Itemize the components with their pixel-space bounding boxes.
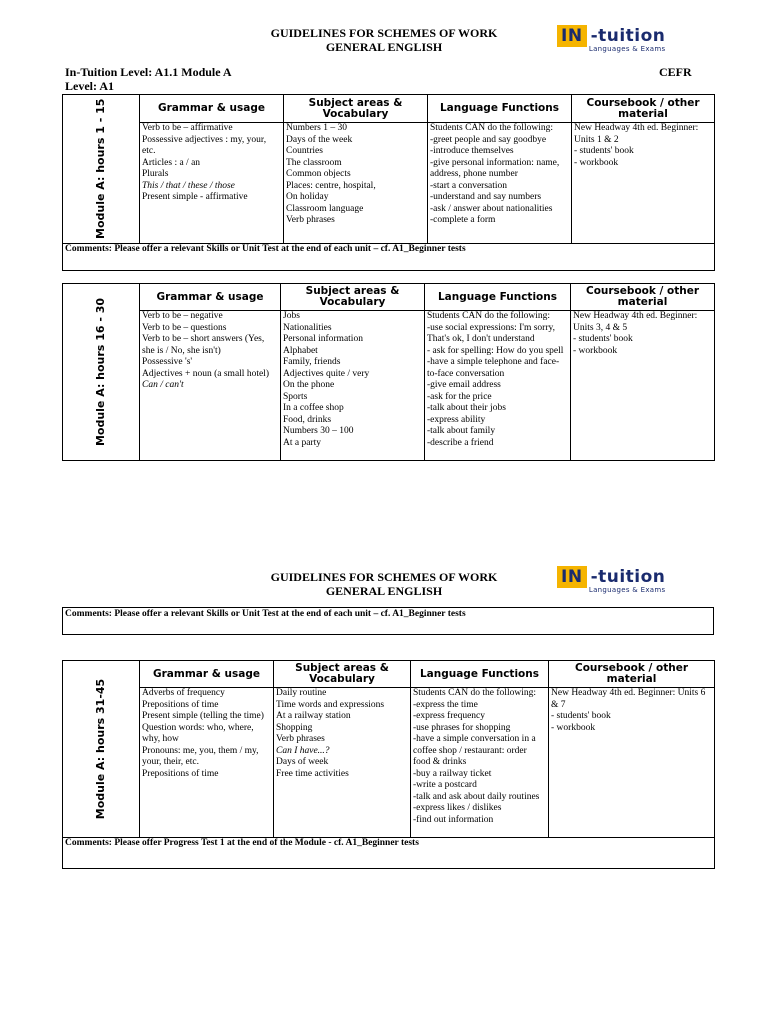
grammar-item: Verb to be – negative: [142, 311, 223, 321]
coursebook-item: New Headway 4th ed. Beginner: Units 1 & 2: [574, 123, 699, 145]
logo-subtitle: Languages & Exams: [588, 45, 666, 53]
subject-header: Subject areas & Vocabulary: [281, 284, 425, 311]
in-tuition-logo: [557, 25, 665, 53]
functions-header: Language Functions: [411, 661, 549, 688]
coursebook-cell: [572, 123, 715, 244]
subject-item: Nationalities: [283, 322, 332, 333]
functions-header: Language Functions: [425, 284, 571, 311]
subject-item: Numbers 1 – 30: [286, 123, 347, 133]
subject-item: On holiday: [286, 192, 329, 202]
comments-row: Comments: Please offer Progress Test 1 at the end of the Module - cf. A1_Beginner tests: [63, 838, 715, 869]
grammar-item: Present simple - affirmative: [142, 192, 248, 202]
function-item: - ask for spelling: How do you spell: [427, 345, 564, 356]
coursebook-item: - workbook: [574, 157, 619, 168]
coursebook-item: New Headway 4th ed. Beginner: Units 3, 4 & 5: [573, 311, 698, 333]
coursebook-item: - students' book: [573, 334, 633, 344]
function-item: -express ability: [427, 414, 486, 425]
coursebook-cell: [571, 311, 715, 461]
subject-item: Personal information: [283, 334, 363, 344]
in-tuition-logo: [557, 566, 665, 594]
subject-item: Places: centre, hospital,: [286, 180, 376, 191]
subject-item: Adjectives quite / very: [283, 368, 370, 379]
subject-item: At a party: [283, 437, 321, 448]
function-item: -talk and ask about daily routines: [413, 791, 540, 802]
coursebook-item: New Headway 4th ed. Beginner: Units 6 & 7: [551, 688, 706, 710]
function-item: -express likes / dislikes: [413, 803, 502, 813]
logo-in-text: IN: [557, 566, 587, 588]
level-heading: In-Tuition Level: A1.1 Module A: [65, 65, 232, 79]
grammar-item: Adverbs of frequency: [142, 688, 225, 698]
functions-header: Language Functions: [428, 95, 572, 123]
coursebook-item: - workbook: [551, 722, 596, 733]
module-side-label: Module A: hours 31-45: [63, 661, 140, 838]
function-item: -use social expressions: I'm sorry, That's ok, I don't understand: [427, 322, 555, 344]
function-item: -give personal information: name, address, phone number: [430, 157, 560, 179]
subject-item: In a coffee shop: [283, 403, 344, 413]
grammar-item: This / that / these / those: [142, 180, 235, 191]
coursebook-header: Coursebook / other material: [549, 661, 715, 688]
doc-title: GUIDELINES FOR SCHEMES OF WORK: [270, 26, 498, 40]
function-item: -ask for the price: [427, 391, 492, 402]
logo-tuition-text: -tuition: [590, 567, 666, 587]
coursebook-cell: [549, 688, 715, 838]
subject-item: Family, friends: [283, 357, 341, 367]
coursebook-item: - students' book: [551, 711, 611, 721]
logo-subtitle: Languages & Exams: [588, 586, 666, 594]
function-item: -buy a railway ticket: [413, 768, 492, 779]
function-item: -write a postcard: [413, 780, 477, 790]
grammar-header: Grammar & usage: [140, 661, 274, 688]
functions-cell: [411, 688, 549, 838]
function-item: -understand and say numbers: [430, 192, 542, 202]
scheme-table-hours-1-15: [62, 94, 715, 271]
subject-item: Can I have...?: [276, 745, 330, 756]
grammar-item: Verb to be – affirmative: [142, 123, 233, 133]
functions-cell: [425, 311, 571, 461]
function-item: -greet people and say goodbye: [430, 134, 547, 145]
subject-item: Alphabet: [283, 345, 318, 356]
function-item: Students CAN do the following:: [413, 688, 536, 698]
grammar-item: Plurals: [142, 169, 169, 179]
coursebook-item: - workbook: [573, 345, 618, 356]
subject-item: Countries: [286, 146, 323, 156]
subject-item: Time words and expressions: [276, 699, 385, 710]
subject-header: Subject areas & Vocabulary: [274, 661, 411, 688]
module-side-label: Module A: hours 16 - 30: [63, 284, 140, 461]
grammar-item: Present simple (telling the time): [142, 711, 264, 721]
cefr-heading: CEFR: [659, 65, 692, 79]
grammar-header: Grammar & usage: [140, 95, 284, 123]
subject-item: The classroom: [286, 157, 342, 168]
subject-item: Verb phrases: [276, 734, 325, 744]
subject-item: Sports: [283, 391, 308, 402]
comments-row: Comments: Please offer a relevant Skills or Unit Test at the end of each unit – cf. A1_Beginner tests: [63, 244, 715, 271]
coursebook-item: - students' book: [574, 146, 634, 156]
subject-cell: [281, 311, 425, 461]
grammar-header: Grammar & usage: [140, 284, 281, 311]
subject-item: Classroom language: [286, 203, 364, 214]
subject-item: Food, drinks: [283, 414, 332, 425]
subject-item: Verb phrases: [286, 215, 335, 225]
grammar-item: Verb to be – short answers (Yes, she is / No, she isn't): [142, 334, 265, 356]
grammar-item: Question words: who, where, why, how: [142, 722, 254, 744]
subject-item: Shopping: [276, 722, 313, 733]
subject-item: Days of the week: [286, 134, 353, 145]
scheme-table-hours-16-30: [62, 283, 715, 461]
function-item: -have a simple conversation in a coffee shop / restaurant: order food & drinks: [413, 734, 536, 767]
subject-item: At a railway station: [276, 711, 351, 721]
subject-header: Subject areas & Vocabulary: [284, 95, 428, 123]
subject-cell: [274, 688, 411, 838]
subject-item: Common objects: [286, 169, 351, 179]
grammar-item: Pronouns: me, you, them / my, your, their, etc.: [142, 745, 259, 767]
function-item: -have a simple telephone and face-to-face conversation: [427, 357, 560, 379]
comments-box: Comments: Please offer a relevant Skills or Unit Test at the end of each unit – cf. A1_Beginner tests: [62, 607, 714, 635]
subject-cell: [284, 123, 428, 244]
grammar-item: Can / can't: [142, 380, 184, 390]
function-item: -find out information: [413, 814, 494, 825]
module-side-label: Module A: hours 1 - 15: [63, 95, 140, 244]
functions-cell: [428, 123, 572, 244]
function-item: -express the time: [413, 699, 478, 710]
grammar-item: Adjectives + noun (a small hotel): [142, 368, 269, 379]
subject-item: Daily routine: [276, 688, 327, 698]
function-item: -talk about their jobs: [427, 403, 506, 413]
function-item: Students CAN do the following:: [427, 311, 550, 321]
scheme-table-hours-31-45: [62, 660, 715, 869]
subject-item: Numbers 30 – 100: [283, 426, 354, 436]
grammar-cell: [140, 688, 274, 838]
function-item: -start a conversation: [430, 180, 508, 191]
grammar-item: Possessive 's': [142, 357, 193, 367]
function-item: -talk about family: [427, 426, 496, 436]
coursebook-header: Coursebook / other material: [571, 284, 715, 311]
subject-item: Free time activities: [276, 768, 349, 779]
doc-subtitle: GENERAL ENGLISH: [325, 40, 443, 54]
subject-item: On the phone: [283, 380, 335, 390]
grammar-cell: [140, 123, 284, 244]
function-item: -complete a form: [430, 215, 496, 225]
logo-in-text: IN: [557, 25, 587, 47]
grammar-item: Prepositions of time: [142, 768, 219, 779]
grammar-cell: [140, 311, 281, 461]
coursebook-header: Coursebook / other material: [572, 95, 715, 123]
function-item: -ask / answer about nationalities: [430, 203, 553, 214]
doc-subtitle: GENERAL ENGLISH: [325, 584, 443, 598]
grammar-item: Articles : a / an: [142, 157, 201, 168]
function-item: -express frequency: [413, 711, 486, 721]
logo-tuition-text: -tuition: [590, 26, 666, 46]
doc-title: GUIDELINES FOR SCHEMES OF WORK: [270, 570, 498, 584]
function-item: -describe a friend: [427, 437, 494, 448]
grammar-item: Possessive adjectives : my, your, etc.: [142, 134, 267, 156]
subject-item: Jobs: [283, 311, 300, 321]
function-item: -give email address: [427, 380, 501, 390]
function-item: -introduce themselves: [430, 146, 514, 156]
level-subheading: Level: A1: [65, 79, 114, 93]
function-item: -use phrases for shopping: [413, 722, 511, 733]
grammar-item: Verb to be – questions: [142, 322, 227, 333]
subject-item: Days of week: [276, 757, 329, 767]
function-item: Students CAN do the following:: [430, 123, 553, 133]
grammar-item: Prepositions of time: [142, 699, 219, 710]
